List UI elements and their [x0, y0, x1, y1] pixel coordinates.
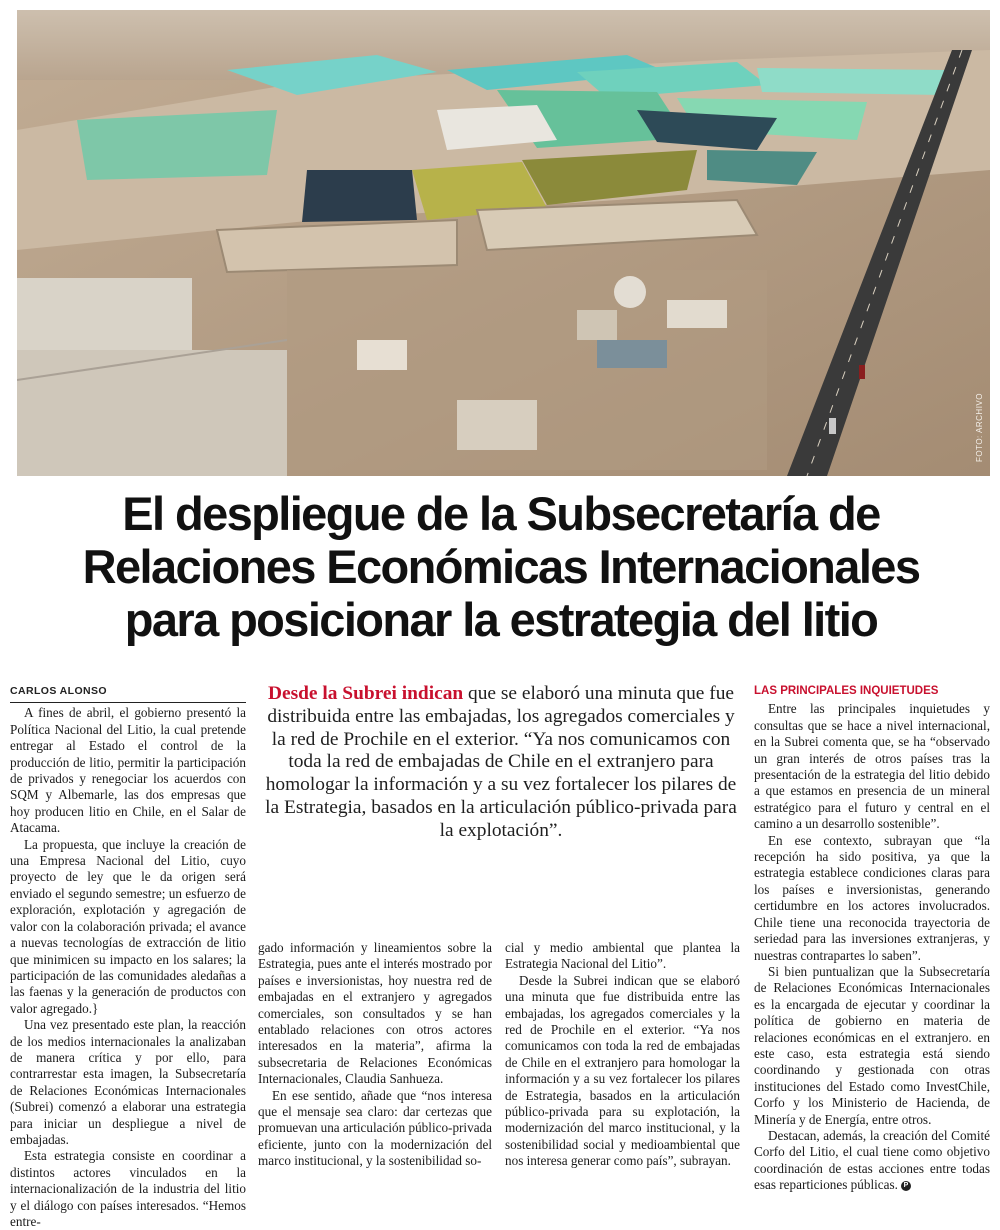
column-2 — [258, 940, 492, 1170]
pond — [757, 68, 947, 95]
paragraph: Desde la Subrei indican que se elaboró una minuta que fue distribuida entre las embajadas, los agregados comerciales y la red de Prochile en el exterior. “Ya nos comunicamos con toda la red de embajadas de Chile en el extranjero para homologar la información y a su vez fortalecer los pilares de Estrategia, basados en la articulación público-privada para su explotación, la modernización del marco institucional, y la sostenibilidad social y medioambiental que nos interesa generar como país”, subrayan. — [505, 972, 740, 1169]
headline — [20, 487, 982, 646]
end-of-article-icon: P — [901, 1181, 911, 1191]
aerial-lithium-ponds-illustration — [17, 10, 990, 476]
paragraph: En ese sentido, añade que “nos interesa que el mensaje sea claro: dar certezas que promuevan una articulación público-privada eficiente, junto con la modernización del marco institucional, y la sostenibilidad so- — [258, 1087, 492, 1169]
paragraph: A fines de abril, el gobierno presentó la Política Nacional del Litio, la cual pretende entregar al Estado el control de la producción de litio, permitir la participación de privados y renegociar los acuerdos con SQM y Albemarle, las dos empresas que hoy producen litio en Chile, en el Salar de Atacama. — [10, 705, 246, 836]
paragraph: gado información y lineamientos sobre la Estrategia, pues ante el interés mostrado por países e inversionistas, hoy nuestra red de embajadas en el extranjero y agregados comerciales, son consultados y se han entablado relaciones con otros actores interesados en la materia”, afirma la subsecretaria de Relaciones Económicas Internacionales, Claudia Sanhueza. — [258, 940, 492, 1087]
pull-quote — [262, 683, 740, 843]
headline-line-1: El despliegue de la Subsecretaría de — [122, 487, 880, 540]
paragraph: Una vez presentado este plan, la reacción de los medios internacionales la analizaban de manera crítica y por ello, para contrarrestar esta imagen, la Subsecretaría de Relaciones Económicas Internacionales (Subrei) comenzó a elaborar una estrategia para iniciar un despliegue a nivel de embajadas. — [10, 1017, 246, 1147]
pond — [302, 170, 417, 222]
article-photo — [17, 10, 990, 476]
byline: CARLOS ALONSO — [10, 685, 107, 697]
column-1 — [10, 683, 246, 1230]
section-heading: LAS PRINCIPALES INQUIETUDES — [754, 685, 939, 697]
paragraph: La propuesta, que incluye la creación de una Empresa Nacional del Litio, cuyo proyecto de ley que le da origen será enviado el segundo semestre; un esfuerzo de exploración, explotación y agregación de valor con la colaboración privada; el avance a nuevas tecnologías de extracción de litio que minimicen su impacto en los salares; la participación de las comunidades aledañas a las faenas y la generación de productos con valor agregado.} — [10, 836, 246, 1016]
column-4 — [754, 683, 990, 1194]
headline-line-3: para posicionar la estrategia del litio — [124, 593, 878, 646]
pond — [77, 110, 277, 180]
paragraph: Entre las principales inquietudes y consultas que se hace a nivel internacional, en la Subrei comenta que, se ha “observado un gran interés de otros países tras la presentación de la estrategia del litio debido a que estamos en presencia de un mineral estratégico para el futuro y central en el camino a un desarrollo sostenible”. — [754, 701, 990, 832]
paragraph-last-text: Destacan, además, la creación del Comité Corfo del Litio, el cual tiene como objetivo coordinación de estas acciones entre todas esas reparticiones públicas. — [754, 1127, 990, 1193]
headline-line-2: Relaciones Económicas Internacionales — [82, 540, 920, 593]
pull-quote-text: que se elaboró una minuta que fue distribuida entre las embajadas, los agregados comerciales y la red de Prochile en el exterior. “Ya nos comunicamos con toda la red de embajadas de Chile en el extranjero para homologar la información y a su vez fortalecer los pilares de la Estrategia, basados en la articulación público-privada para la explotación”. — [265, 683, 737, 841]
paragraph: Esta estrategia consiste en coordinar a distintos actores vinculados en la internacionalización de la industria del litio y el diálogo con países interesados. “Hemos entre- — [10, 1148, 246, 1229]
paragraph: En ese contexto, subrayan que “la recepción ha sido positiva, ya que la estrategia establece condiciones claras para los países e inversionistas, generando certidumbre en los actores involucrados. Chile tiene una reconocida trayectoria de seriedad para las inversiones extranjeras, y nuestras contrapartes lo saben”. — [754, 832, 990, 963]
paragraph: Si bien puntualizan que la Subsecretaría de Relaciones Económicas Internacionales es la encargada de ejecutar y coordinar la política de gobierno en materia de relaciones económicas en el extranjero. en este caso, esta estrategia está siendo coordinando y gestionada con otras instituciones del Estado como InvestChile, Corfo y los Ministerio de Hacienda, de Minería y de Energía, entre otros. — [754, 963, 990, 1127]
paragraph-last — [754, 1128, 990, 1194]
paragraph: cial y medio ambiental que plantea la Estrategia Nacional del Litio”. — [505, 940, 740, 972]
pull-quote-lead: Desde la Subrei indican — [267, 683, 464, 704]
photo-credit: FOTO: ARCHIVO — [975, 392, 984, 462]
column-3 — [505, 940, 740, 1170]
byline-rule — [10, 702, 246, 703]
